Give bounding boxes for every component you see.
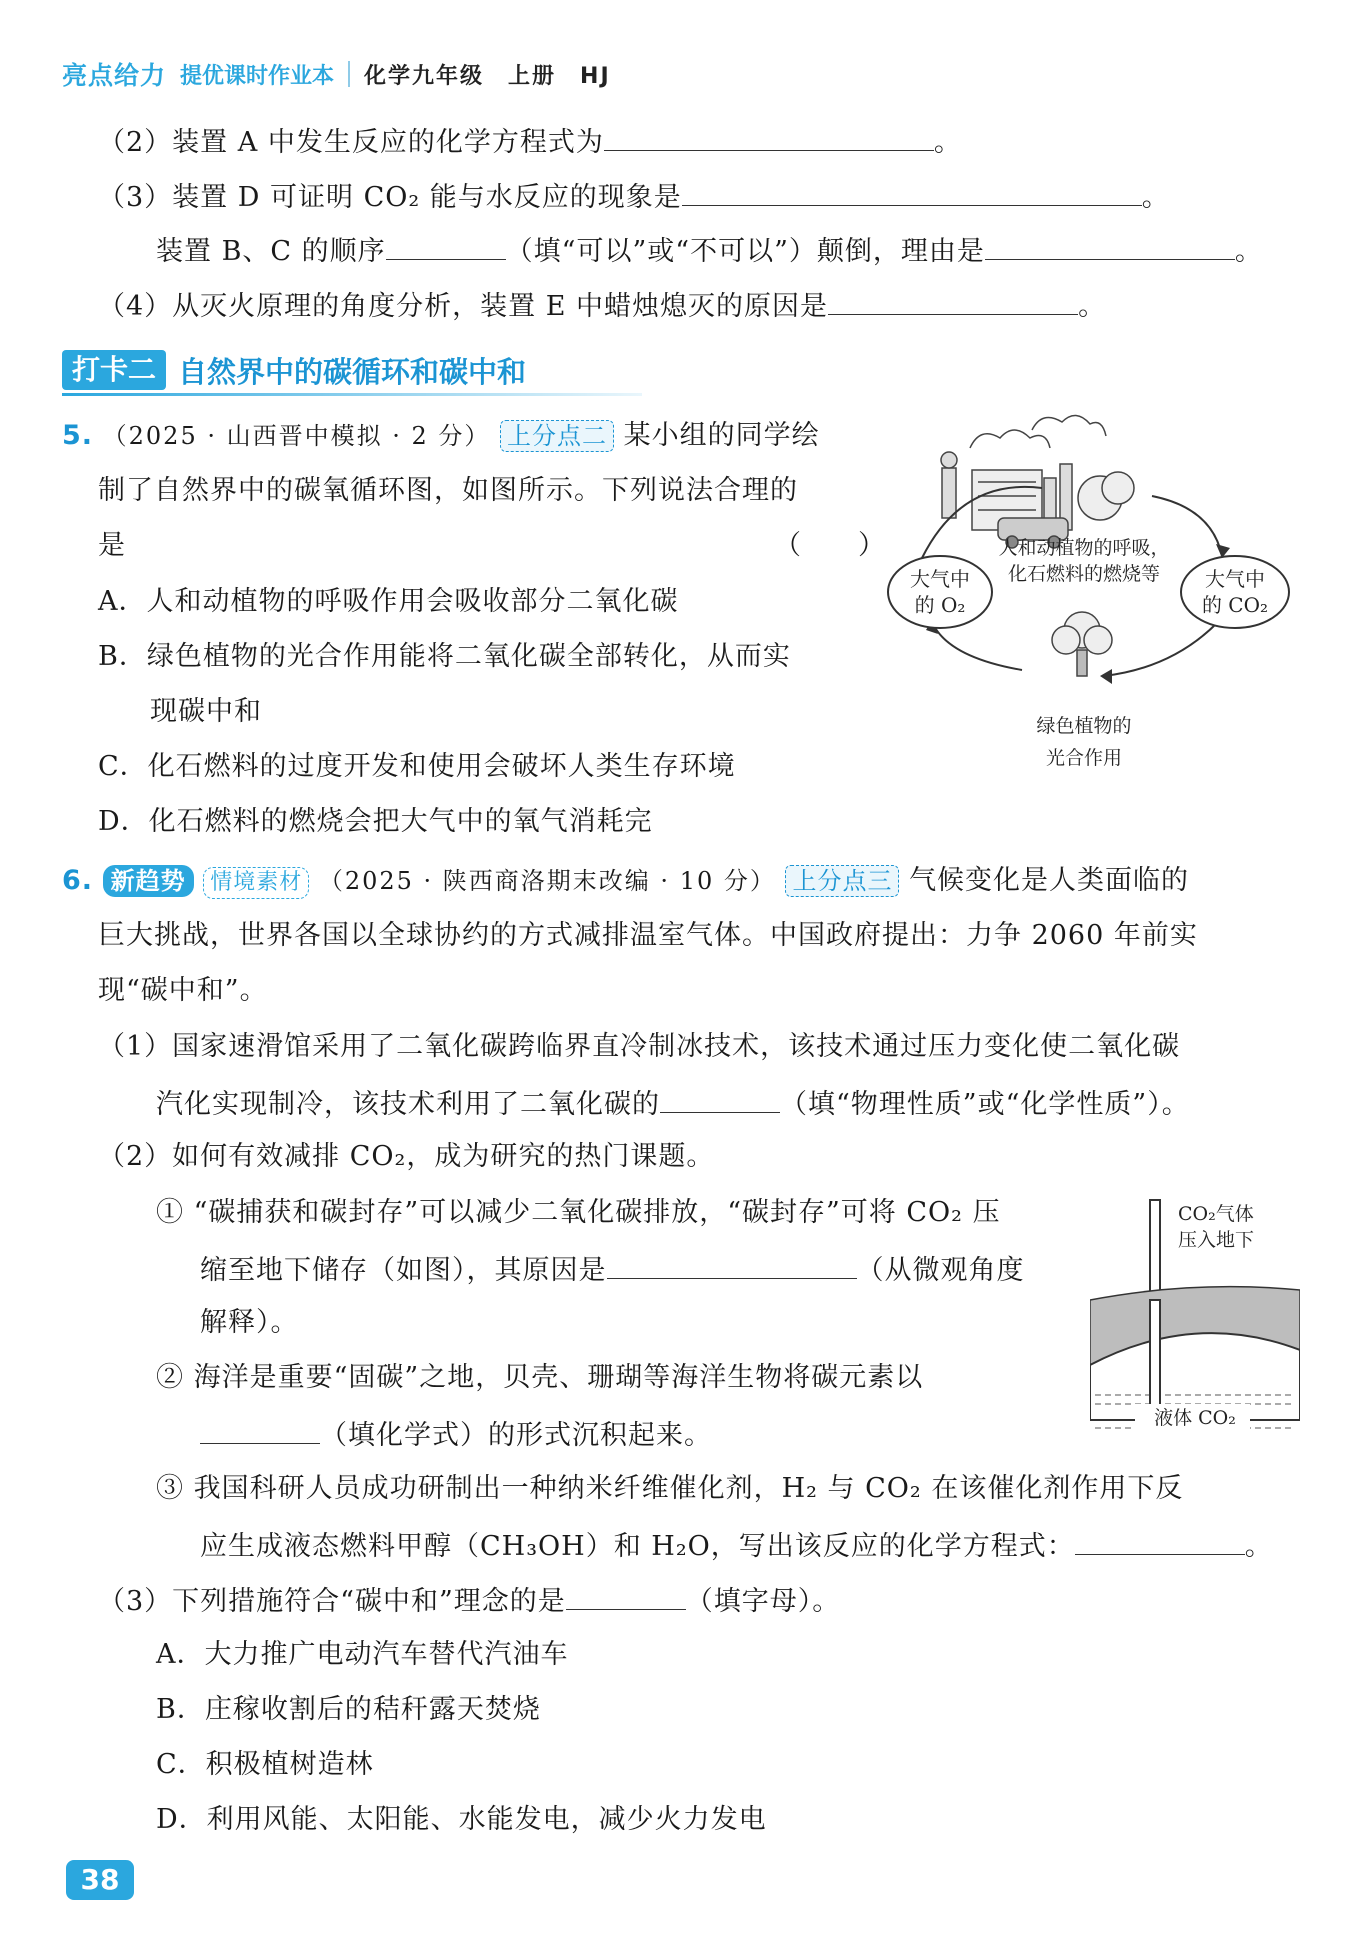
carbon-oxygen-cycle-diagram xyxy=(872,408,1302,788)
brand-logo: 亮点给力 xyxy=(62,61,167,90)
section-underline xyxy=(62,393,642,396)
q6-option-d[interactable]: D．利用风能、太阳能、水能发电，减少火力发电 xyxy=(156,1804,767,1835)
photosynthesis-label-line2: 光合作用 xyxy=(1045,747,1123,769)
q4-part4: （4）从灭火原理的角度分析，装置 E 中蜡烛熄灭的原因是 。 xyxy=(98,284,1106,327)
q6-sub1c: 解释）。 xyxy=(200,1307,299,1338)
q5-option-b-cont: 现碳中和 xyxy=(150,696,262,727)
co2-label-line2: 的 CO₂ xyxy=(1201,593,1269,617)
pipe-underground xyxy=(1150,1300,1160,1410)
co2-injection-label-line1: CO₂气体 xyxy=(1178,1203,1254,1225)
page-header xyxy=(62,52,611,96)
q4-part2: （2）装置 A 中发生反应的化学方程式为 。 xyxy=(98,120,962,163)
answer-blank[interactable] xyxy=(200,1413,320,1444)
o2-label-line1: 大气中 xyxy=(910,567,970,591)
q6-sub1a: ① “碳捕获和碳封存”可以减少二氧化碳排放，“碳封存”可将 CO₂ 压 xyxy=(156,1197,1001,1228)
q6-part1b: 汽化实现制冷，该技术利用了二氧化碳的 （填“物理性质”或“化学性质”）。 xyxy=(156,1082,1190,1125)
answer-blank[interactable] xyxy=(604,120,934,151)
q4-part3b: 装置 B、C 的顺序 （填“可以”或“不可以”）颠倒，理由是 。 xyxy=(156,229,1263,272)
co2-storage-diagram xyxy=(1090,1190,1300,1440)
co2-injection-label-line2: 压入地下 xyxy=(1178,1229,1255,1251)
subject-title: 化学九年级 上册 HJ xyxy=(364,63,611,89)
page-number: 38 xyxy=(66,1860,134,1900)
question-number: 6. xyxy=(62,865,94,896)
q4-part3a: （3）装置 D 可证明 CO₂ 能与水反应的现象是 。 xyxy=(98,175,1170,218)
o2-label-line2: 的 O₂ xyxy=(914,593,966,617)
q6-part3: （3）下列措施符合“碳中和”理念的是 （填字母）。 xyxy=(98,1579,840,1622)
section-badge: 打卡二 xyxy=(62,350,166,390)
answer-blank[interactable] xyxy=(682,175,1142,206)
q5-option-d[interactable]: D．化石燃料的燃烧会把大气中的氧气消耗完 xyxy=(98,806,653,837)
q6-sub3a: ③ 我国科研人员成功研制出一种纳米纤维催化剂，H₂ 与 CO₂ 在该催化剂作用下反 xyxy=(156,1473,1184,1504)
respiration-label-line2: 化石燃料的燃烧等 xyxy=(1007,563,1161,585)
q6-option-b[interactable]: B．庄稼收割后的秸秆露天焚烧 xyxy=(156,1694,541,1725)
q6-line3: 现“碳中和”。 xyxy=(98,975,268,1006)
answer-blank[interactable] xyxy=(607,1248,857,1279)
industry-illustration xyxy=(941,415,1134,548)
answer-blank[interactable] xyxy=(386,229,506,260)
answer-blank[interactable] xyxy=(660,1082,780,1113)
q6-option-a[interactable]: A．大力推广电动汽车替代汽油车 xyxy=(156,1639,569,1670)
q5-line3: 是 xyxy=(98,530,126,561)
q6-line1: 6. 新趋势 情境素材 （2025 · 陕西商洛期末改编 · 10 分） 上分点三 气候变化是人类面临的 xyxy=(62,861,1189,901)
q6-sub3b: 应生成液态燃料甲醇（CH₃OH）和 H₂O，写出该反应的化学方程式： 。 xyxy=(200,1524,1273,1567)
tree-illustration xyxy=(1052,612,1112,676)
q5-option-b[interactable]: B．绿色植物的光合作用能将二氧化碳全部转化，从而实 xyxy=(98,641,791,672)
q6-sub2b: （填化学式）的形式沉积起来。 xyxy=(200,1413,712,1456)
answer-blank[interactable] xyxy=(828,284,1078,315)
q6-part2: （2）如何有效减排 CO₂，成为研究的热门课题。 xyxy=(98,1141,715,1172)
question-number: 5. xyxy=(62,420,94,451)
trend-tag: 新趋势 xyxy=(103,865,194,897)
question-source: （2025 · 山西晋中模拟 · 2 分） xyxy=(102,422,491,450)
series-title: 提优课时作业本 xyxy=(180,63,335,89)
answer-blank[interactable] xyxy=(1075,1524,1245,1555)
answer-bracket[interactable]: （ ） xyxy=(774,530,886,561)
q5-line1: 5. （2025 · 山西晋中模拟 · 2 分） 上分点二 某小组的同学绘 xyxy=(62,420,820,451)
q5-option-c[interactable]: C．化石燃料的过度开发和使用会破坏人类生存环境 xyxy=(98,751,736,782)
q6-line2: 巨大挑战，世界各国以全球协约的方式减排温室气体。中国政府提出：力争 2060 年前实 xyxy=(98,920,1198,951)
context-tag: 情境素材 xyxy=(203,867,309,899)
liquid-co2-label: 液体 CO₂ xyxy=(1154,1407,1236,1429)
q6-option-c[interactable]: C．积极植树造林 xyxy=(156,1749,374,1780)
q6-part1a: （1）国家速滑馆采用了二氧化碳跨临界直冷制冰技术，该技术通过压力变化使二氧化碳 xyxy=(98,1031,1181,1062)
q5-line2: 制了自然界中的碳氧循环图，如图所示。下列说法合理的 xyxy=(98,475,798,506)
respiration-label-line1: 人和动植物的呼吸， xyxy=(998,537,1170,559)
photosynthesis-label-line1: 绿色植物的 xyxy=(1036,715,1132,737)
section-header xyxy=(62,348,642,392)
answer-blank[interactable] xyxy=(566,1579,686,1610)
co2-label-line1: 大气中 xyxy=(1205,567,1265,591)
question-source: （2025 · 陕西商洛期末改编 · 10 分） xyxy=(318,867,776,895)
header-divider xyxy=(348,61,350,87)
score-tag: 上分点三 xyxy=(785,865,899,897)
section-title: 自然界中的碳循环和碳中和 xyxy=(178,354,527,389)
q5-option-a[interactable]: A．人和动植物的呼吸作用会吸收部分二氧化碳 xyxy=(98,586,679,617)
q6-sub1b: 缩至地下储存（如图），其原因是 （从微观角度 xyxy=(200,1248,1025,1291)
q6-sub2a: ② 海洋是重要“固碳”之地，贝壳、珊瑚等海洋生物将碳元素以 xyxy=(156,1362,924,1393)
answer-blank[interactable] xyxy=(985,229,1235,260)
score-tag: 上分点二 xyxy=(500,420,614,452)
